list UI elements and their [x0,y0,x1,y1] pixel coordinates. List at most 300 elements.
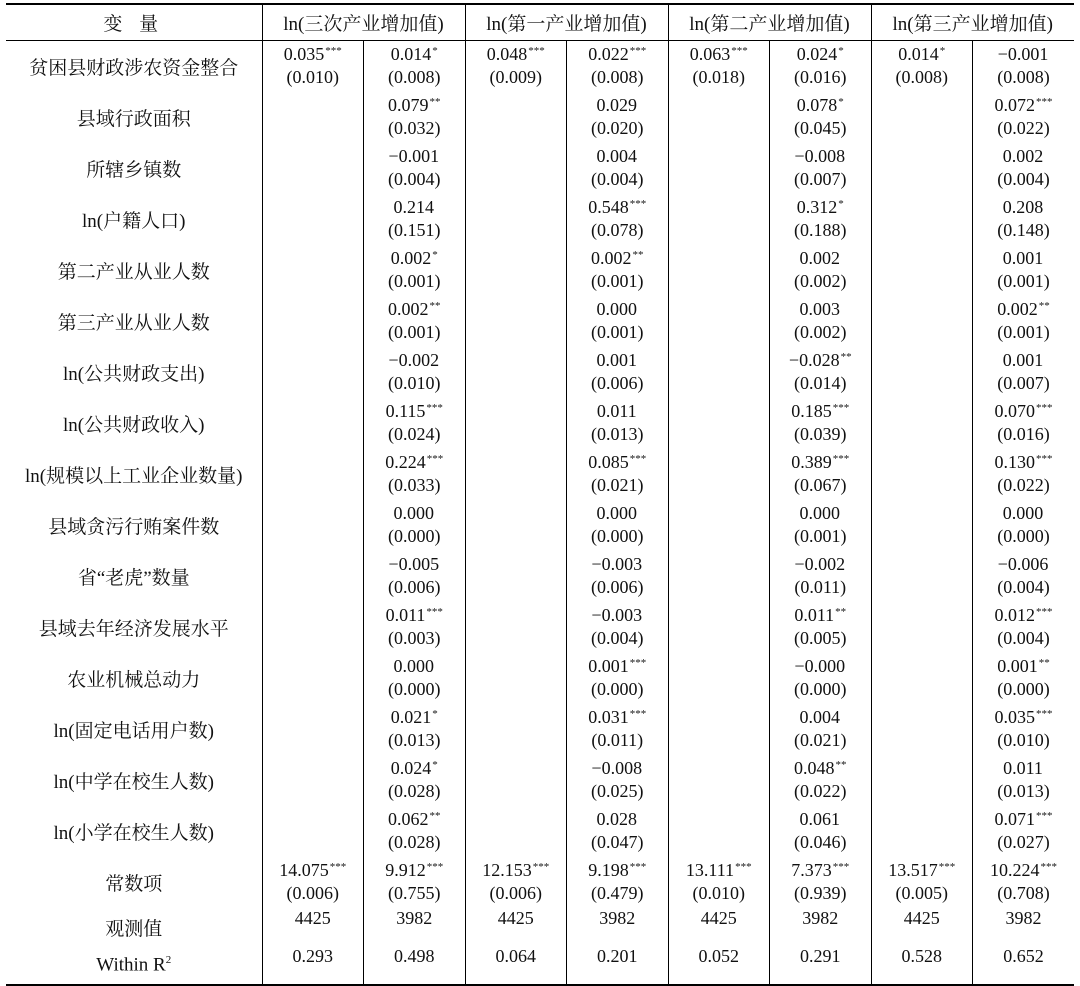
standard-error: (0.032) [388,118,441,138]
standard-error [872,269,973,293]
coef-cell [567,449,669,500]
coefficient [973,602,1074,626]
coef-cell [973,857,1075,908]
coef-cell [973,500,1075,551]
standard-error: (0.005) [895,883,948,903]
coef-cell [871,551,973,602]
coefficient [669,245,770,269]
coef-cell [364,347,466,398]
coef-cell [567,500,669,551]
coefficient [669,143,770,167]
coef-cell [465,245,567,296]
significance-stars: *** [528,45,545,57]
coef-cell [770,398,872,449]
standard-error: (0.010) [997,730,1050,750]
coef-cell [262,41,364,93]
coefficient [872,92,973,116]
standard-error: (0.008) [388,67,441,87]
coefficient-value: −0.002 [794,554,846,574]
table-row [6,755,1074,806]
coef-cell [770,653,872,704]
coefficient-value: 0.001 [997,656,1038,676]
coef-cell [668,398,770,449]
coefficient [466,347,567,371]
standard-error: (0.001) [591,322,644,342]
coefficient-value: 0.035 [994,707,1035,727]
coefficient [364,41,465,65]
coefficient [770,653,871,677]
coefficient [364,653,465,677]
standard-error: (0.000) [997,679,1050,699]
significance-stars: *** [1036,606,1053,618]
coef-cell [668,449,770,500]
significance-stars: * [432,249,438,261]
coefficient-value: −0.008 [794,146,846,166]
coefficient [567,143,668,167]
coefficient [973,449,1074,473]
significance-stars: *** [938,861,956,873]
group-header-secondary: ln(第二产业增加值) [668,4,871,41]
coefficient [263,755,364,779]
standard-error: (0.016) [997,424,1050,444]
standard-error: (0.001) [997,322,1050,342]
coef-cell [465,653,567,704]
coef-cell [871,347,973,398]
observations-value: 4425 [262,908,364,946]
coef-cell [262,857,364,908]
significance-stars: *** [629,45,647,57]
significance-stars: ** [1038,300,1050,312]
coefficient-value: −0.001 [388,146,440,166]
coefficient [770,296,871,320]
coefficient-value: 0.078 [796,95,838,115]
standard-error: (0.039) [794,424,847,444]
coefficient [364,602,465,626]
coef-cell [465,500,567,551]
coef-cell [364,602,466,653]
standard-error [466,371,567,395]
coefficient [466,551,567,575]
coefficient [567,245,668,269]
coef-cell [871,143,973,194]
coefficient [669,500,770,524]
significance-stars: *** [735,861,752,873]
table-row [6,602,1074,653]
standard-error [669,575,770,599]
standard-error: (0.028) [388,781,441,801]
standard-error: (0.151) [388,220,441,240]
coefficient [872,755,973,779]
observations-value: 3982 [770,908,872,946]
coefficient [263,245,364,269]
coef-cell [770,194,872,245]
coefficient-value: 0.022 [588,44,629,64]
coef-cell [973,551,1075,602]
coef-cell [770,92,872,143]
coef-cell [973,92,1075,143]
row-label: 第三产业从业人数 [57,313,210,334]
coef-cell [770,347,872,398]
coefficient [263,347,364,371]
standard-error: (0.033) [388,475,441,495]
coef-cell [770,551,872,602]
coefficient [263,704,364,728]
coefficient-value: 0.001 [588,656,629,676]
coefficient [872,143,973,167]
standard-error: (0.001) [794,526,847,546]
observations-label: 观测值 [105,918,163,940]
standard-error [466,626,567,650]
coef-cell [465,92,567,143]
coef-cell [465,704,567,755]
coefficient [973,551,1074,575]
coefficient-value: −0.002 [388,350,440,370]
standard-error [466,269,567,293]
coefficient-value: 7.373 [791,860,832,880]
within-r2-value: 0.528 [871,946,973,985]
table-body [6,41,1074,986]
within-r2-value: 0.498 [364,946,466,985]
coefficient-value: 13.111 [685,860,735,880]
table-row [6,41,1074,93]
standard-error: (0.028) [388,832,441,852]
within-r2-label: Within R [96,954,166,976]
coefficient [263,296,364,320]
coefficient [973,500,1074,524]
standard-error: (0.000) [388,526,441,546]
row-label: ln(小学在校生人数) [53,823,214,844]
significance-stars: *** [329,861,347,873]
coefficient-value: 0.185 [791,401,832,421]
coefficient [669,194,770,218]
coefficient [466,500,567,524]
coefficient-value: 13.517 [888,860,938,880]
significance-stars: *** [426,861,444,873]
coef-cell [770,245,872,296]
standard-error: (0.006) [591,373,644,393]
significance-stars: *** [629,198,647,210]
coef-cell [871,194,973,245]
coef-cell [567,245,669,296]
coef-cell [567,602,669,653]
standard-error: (0.009) [489,67,542,87]
standard-error: (0.013) [388,730,441,750]
table-row [6,704,1074,755]
coef-cell [567,857,669,908]
coef-cell [262,449,364,500]
standard-error: (0.024) [388,424,441,444]
coefficient [770,41,871,65]
within-r2-value: 0.293 [262,946,364,985]
coefficient [872,653,973,677]
coef-cell [668,143,770,194]
coefficient-value: 0.003 [799,299,840,319]
coef-cell [770,857,872,908]
coefficient-value: 10.224 [990,860,1040,880]
coefficient [872,296,973,320]
coef-cell [262,194,364,245]
coefficient [669,347,770,371]
coef-cell [973,653,1075,704]
coef-cell [973,398,1075,449]
coefficient [973,704,1074,728]
coef-cell [973,347,1075,398]
coef-cell [973,806,1075,857]
coefficient [770,398,871,422]
coefficient-value: 0.208 [1002,197,1044,217]
coef-cell [465,551,567,602]
standard-error: (0.013) [997,781,1050,801]
coefficient [669,92,770,116]
coef-cell [567,704,669,755]
standard-error [466,575,567,599]
coef-cell [262,551,364,602]
coefficient [364,296,465,320]
table-row [6,194,1074,245]
standard-error [669,473,770,497]
coef-cell [668,602,770,653]
coefficient [466,602,567,626]
standard-error [872,524,973,548]
row-label: 所辖乡镇数 [86,160,182,181]
coefficient [364,143,465,167]
coefficient [973,143,1074,167]
coef-cell [262,806,364,857]
coef-cell [668,194,770,245]
significance-stars: *** [426,453,444,465]
standard-error [669,626,770,650]
coefficient [770,857,871,881]
coef-cell [668,551,770,602]
standard-error: (0.010) [388,373,441,393]
coefficient [973,41,1074,65]
coefficient-value: 0.071 [994,809,1035,829]
standard-error: (0.016) [794,67,847,87]
standard-error: (0.078) [591,220,644,240]
coef-cell [668,806,770,857]
coefficient [263,857,364,881]
standard-error: (0.020) [591,118,644,138]
standard-error [669,524,770,548]
group-header-tertiary: ln(第三产业增加值) [871,4,1074,41]
coefficient [466,143,567,167]
row-label: 农业机械总动力 [67,670,201,691]
standard-error: (0.008) [895,67,948,87]
standard-error [669,422,770,446]
coefficient [263,806,364,830]
coefficient [770,806,871,830]
standard-error: (0.027) [997,832,1050,852]
coef-cell [871,296,973,347]
coefficient [364,857,465,881]
coef-cell [465,449,567,500]
coefficient [567,755,668,779]
standard-error [466,473,567,497]
coefficient-value: 12.153 [482,860,532,880]
standard-error: (0.011) [591,730,644,750]
coefficient [263,551,364,575]
standard-error: (0.001) [591,271,644,291]
standard-error [263,116,364,140]
coef-cell [871,398,973,449]
coefficient [770,602,871,626]
significance-stars: ** [835,606,847,618]
table-row [6,806,1074,857]
significance-stars: *** [832,453,850,465]
coefficient [567,449,668,473]
coefficient [669,806,770,830]
coefficient-value: 0.004 [596,146,637,166]
coef-cell [465,806,567,857]
coefficient [770,449,871,473]
coefficient [263,41,364,65]
standard-error [872,218,973,242]
observations-value: 3982 [973,908,1075,946]
coefficient [567,41,668,65]
within-r2-value: 0.052 [668,946,770,985]
coefficient-value: 0.070 [994,401,1035,421]
coefficient [872,602,973,626]
standard-error [872,422,973,446]
coef-cell [262,296,364,347]
significance-stars: *** [426,606,443,618]
coefficient [872,500,973,524]
coefficient-value: 9.198 [588,860,629,880]
coefficient [567,194,668,218]
standard-error [872,575,973,599]
coefficient [669,602,770,626]
observations-value: 4425 [465,908,567,946]
coefficient [567,296,668,320]
coefficient-value: 0.028 [596,809,637,829]
standard-error [466,422,567,446]
table-row [6,653,1074,704]
coefficient [567,500,668,524]
row-label: ln(规模以上工业企业数量) [25,466,243,487]
within-r2-value: 0.291 [770,946,872,985]
coefficient [567,551,668,575]
variable-header: 变 量 [6,4,262,41]
coefficient [466,41,567,65]
coefficient [567,92,668,116]
standard-error: (0.000) [388,679,441,699]
standard-error: (0.011) [794,577,847,597]
coef-cell [973,194,1075,245]
within-r2-value: 0.652 [973,946,1075,985]
standard-error: (0.002) [794,322,847,342]
standard-error [669,116,770,140]
standard-error: (0.025) [591,781,644,801]
coefficient [872,347,973,371]
standard-error [466,116,567,140]
standard-error: (0.010) [286,67,339,87]
standard-error [872,728,973,752]
within-r2-label-cell [6,946,262,985]
coef-cell [668,755,770,806]
standard-error: (0.021) [794,730,847,750]
table-row [6,245,1074,296]
row-label: 县域行政面积 [76,109,191,130]
coefficient [263,449,364,473]
standard-error: (0.006) [489,883,542,903]
coefficient-value: 0.002 [1002,146,1044,166]
coef-cell [973,449,1075,500]
coef-cell [973,41,1075,93]
coef-cell [871,92,973,143]
standard-error [872,779,973,803]
coefficient [973,806,1074,830]
group-header-total: ln(三次产业增加值) [262,4,465,41]
standard-error [263,422,364,446]
observations-value: 3982 [567,908,669,946]
coefficient-value: 0.014 [898,44,939,64]
significance-stars: *** [629,708,647,720]
coefficient [466,194,567,218]
coefficient [973,194,1074,218]
standard-error [263,218,364,242]
coef-cell [770,602,872,653]
observations-value: 4425 [668,908,770,946]
coef-cell [465,398,567,449]
coef-cell [364,755,466,806]
coef-cell [668,347,770,398]
significance-stars: ** [835,759,847,771]
coef-cell [364,245,466,296]
coefficient-value: 0.002 [591,248,632,268]
standard-error [669,320,770,344]
coef-cell [973,704,1075,755]
coefficient [466,755,567,779]
standard-error [466,320,567,344]
coefficient [364,92,465,116]
significance-stars: ** [632,249,644,261]
standard-error [872,830,973,854]
coefficient-value: 0.130 [994,452,1035,472]
significance-stars: *** [1036,96,1053,108]
significance-stars: ** [840,351,852,363]
row-label: 县域贪污行贿案件数 [48,517,220,538]
coefficient [263,194,364,218]
coefficient [466,653,567,677]
row-label: 贫困县财政涉农资金整合 [29,58,239,79]
regression-table [6,3,1074,986]
standard-error: (0.000) [591,526,644,546]
coefficient-value: 0.011 [385,605,426,625]
significance-stars: *** [731,45,748,57]
standard-error: (0.004) [997,628,1050,648]
significance-stars: * [432,45,438,57]
coefficient [364,449,465,473]
coefficient-value: 0.001 [596,350,637,370]
standard-error [263,524,364,548]
coef-cell [770,41,872,93]
coefficient-value: 0.002 [799,248,840,268]
significance-stars: *** [1040,861,1057,873]
standard-error: (0.004) [388,169,441,189]
coefficient-value: −0.000 [794,656,846,676]
significance-stars: * [432,759,438,771]
coefficient-value: −0.003 [591,605,643,625]
coefficient-value: 0.548 [588,197,629,217]
coefficient [872,449,973,473]
significance-stars: *** [1036,453,1053,465]
coefficient [669,653,770,677]
standard-error: (0.003) [388,628,441,648]
coefficient-value: 0.312 [796,197,838,217]
coefficient [567,857,668,881]
coefficient-value: 0.085 [588,452,629,472]
within-r2-row [6,946,1074,985]
